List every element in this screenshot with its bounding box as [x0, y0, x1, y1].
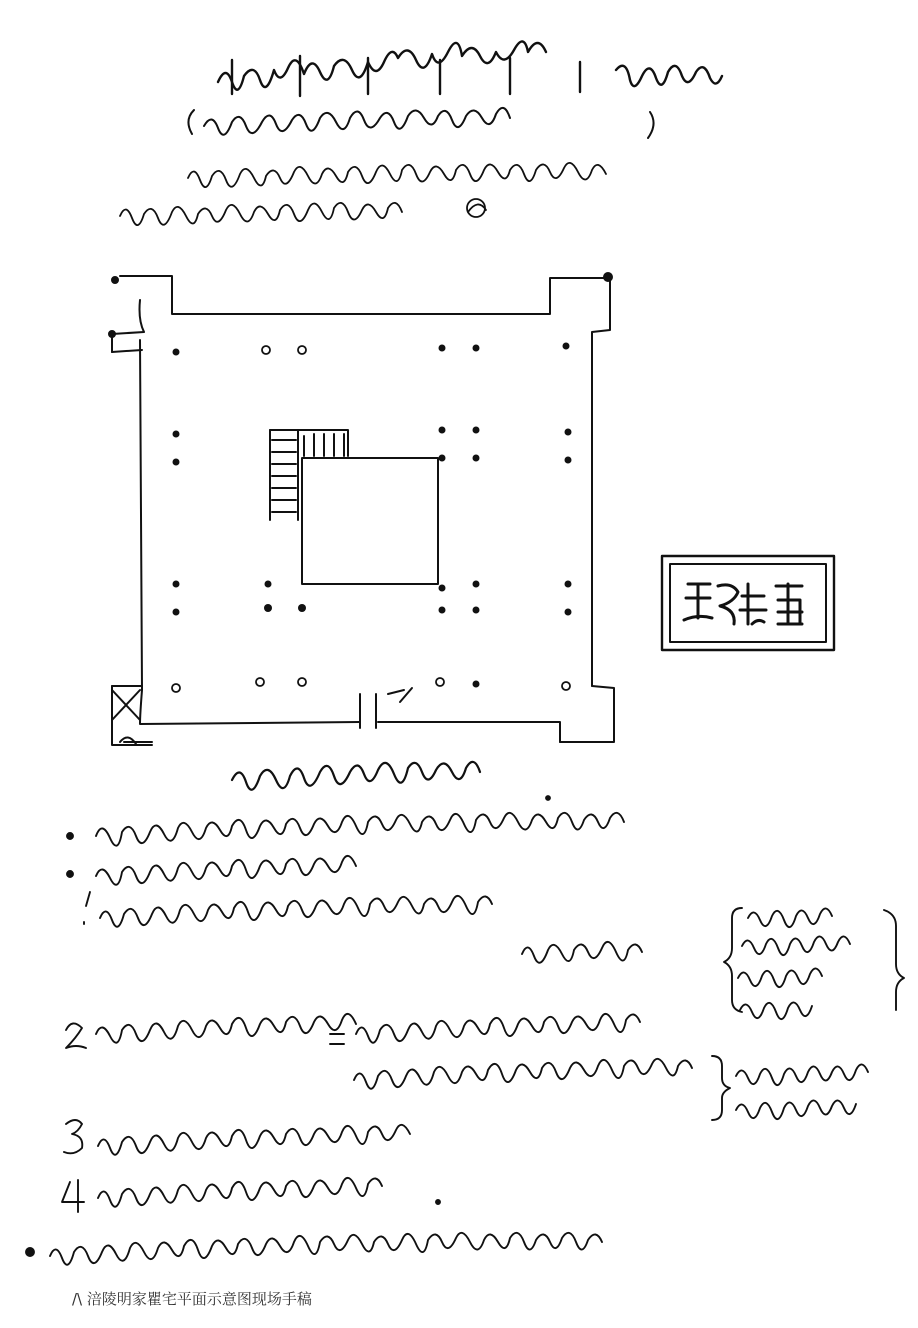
handwritten-notes — [26, 813, 904, 1265]
handwritten-subtitle — [188, 108, 653, 138]
floor-plan — [109, 273, 614, 745]
handwritten-note-lines — [120, 163, 606, 225]
figure-caption: /\ 涪陵明家瞿宅平面示意图现场手稿 — [72, 1290, 312, 1308]
handwritten-plan-heading — [232, 762, 550, 800]
handwritten-title — [218, 41, 722, 96]
site-sketch-stamp — [662, 556, 834, 650]
